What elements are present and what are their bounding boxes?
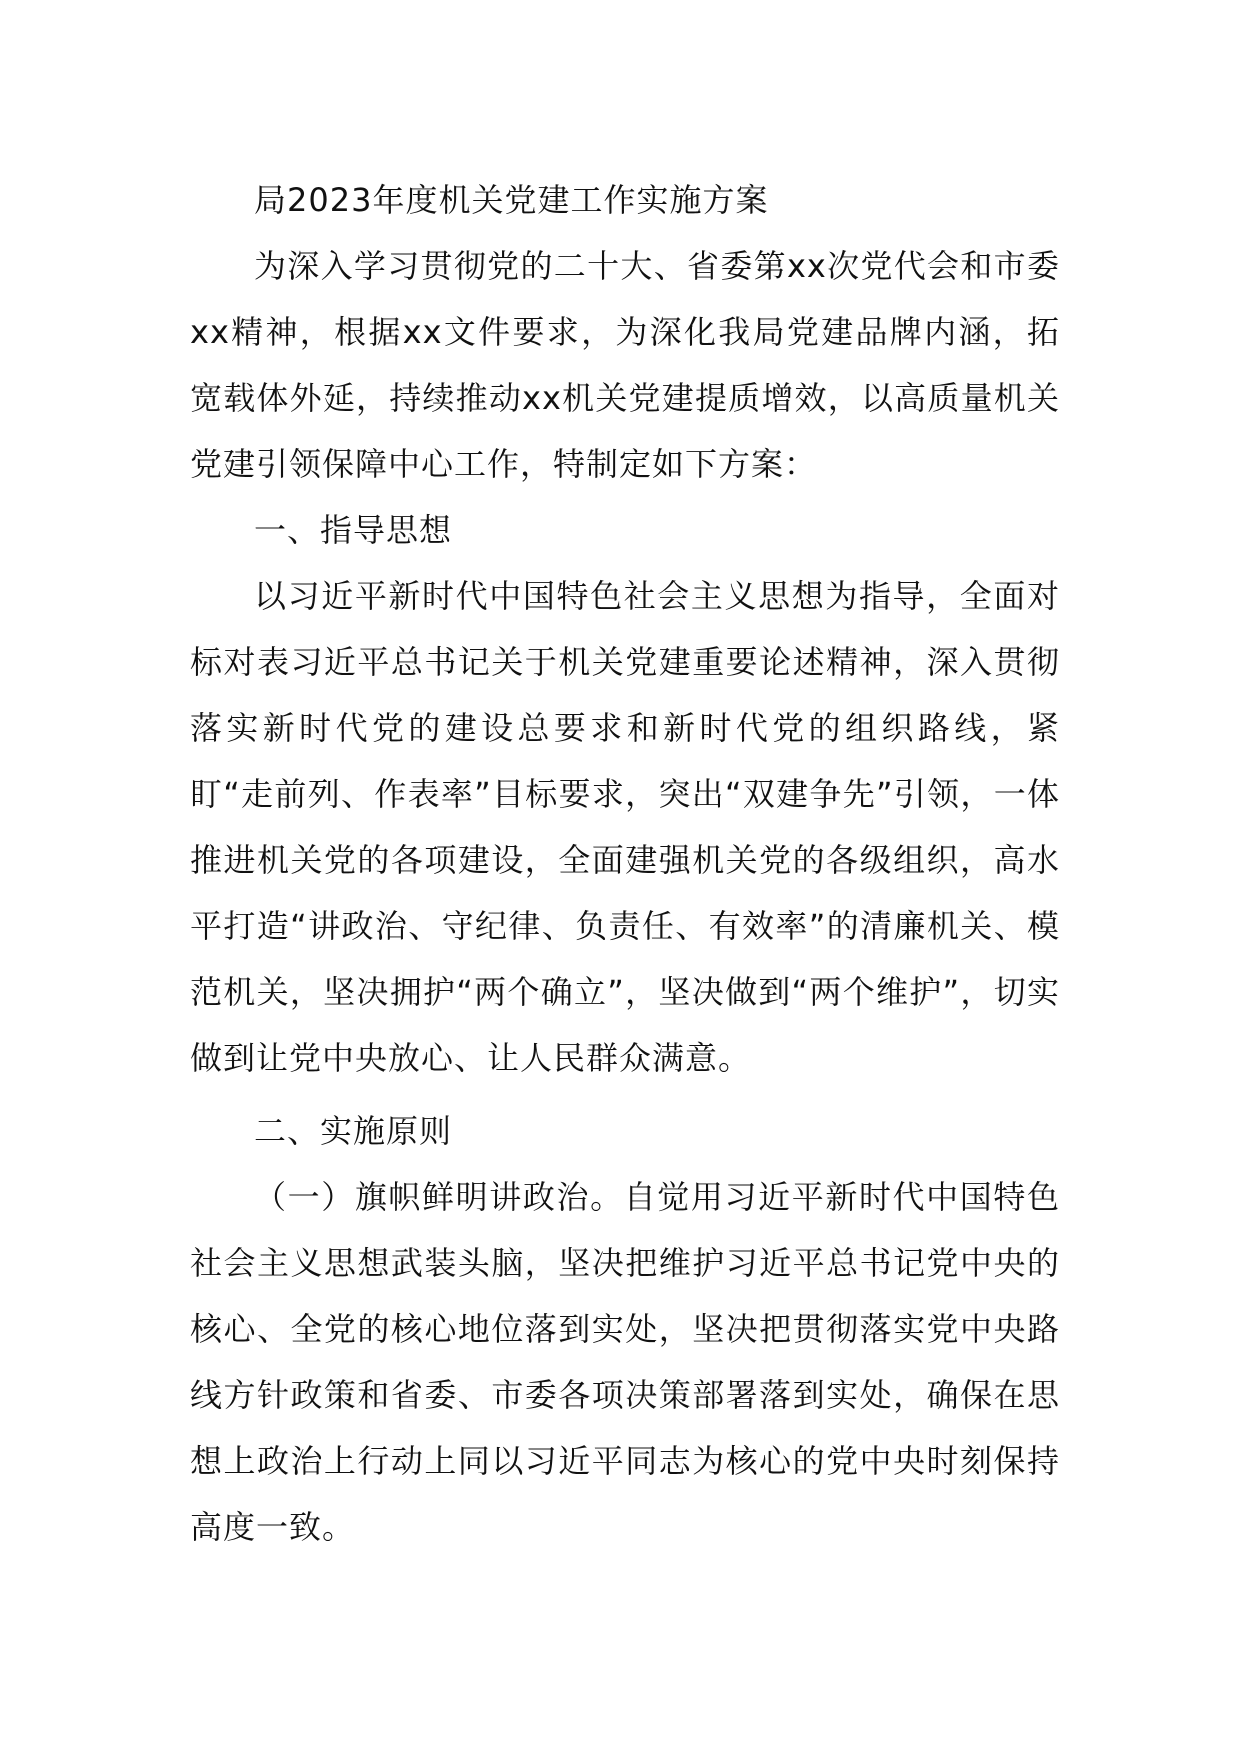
section-heading-guiding-ideology: 一、指导思想 — [254, 511, 453, 549]
intro-paragraph: 为深入学习贯彻党的二十大、省委第xx次党代会和市委xx精神，根据xx文件要求，为深化我局党建品牌内涵，拓宽载体外延，持续推动xx机关党建提质增效，以高质量机关党建引领保障中心工作，特制定如下方案： — [190, 247, 1060, 483]
document-body — [190, 167, 1060, 1560]
guiding-ideology-paragraph: 以习近平新时代中国特色社会主义思想为指导，全面对标对表习近平总书记关于机关党建重要论述精神，深入贯彻落实新时代党的建设总要求和新时代党的组织路线，紧盯“走前列、作表率”目标要求，突出“双建争先”引领，一体推进机关党的各项建设，全面建强机关党的各级组织，高水平打造“讲政治、守纪律、负责任、有效率”的清廉机关、模范机关，坚决拥护“两个确立”，坚决做到“两个维护”，切实做到让党中央放心、让人民群众满意。 — [190, 577, 1060, 1077]
document-title: 局2023年度机关党建工作实施方案 — [254, 181, 769, 219]
section-heading-principles: 二、实施原则 — [254, 1112, 453, 1150]
principle-item-1: （一）旗帜鲜明讲政治。自觉用习近平新时代中国特色社会主义思想武装头脑，坚决把维护习近平总书记党中央的核心、全党的核心地位落到实处，坚决把贯彻落实党中央路线方针政策和省委、市委各项决策部署落到实处，确保在思想上政治上行动上同以习近平同志为核心的党中央时刻保持高度一致。 — [190, 1178, 1060, 1546]
